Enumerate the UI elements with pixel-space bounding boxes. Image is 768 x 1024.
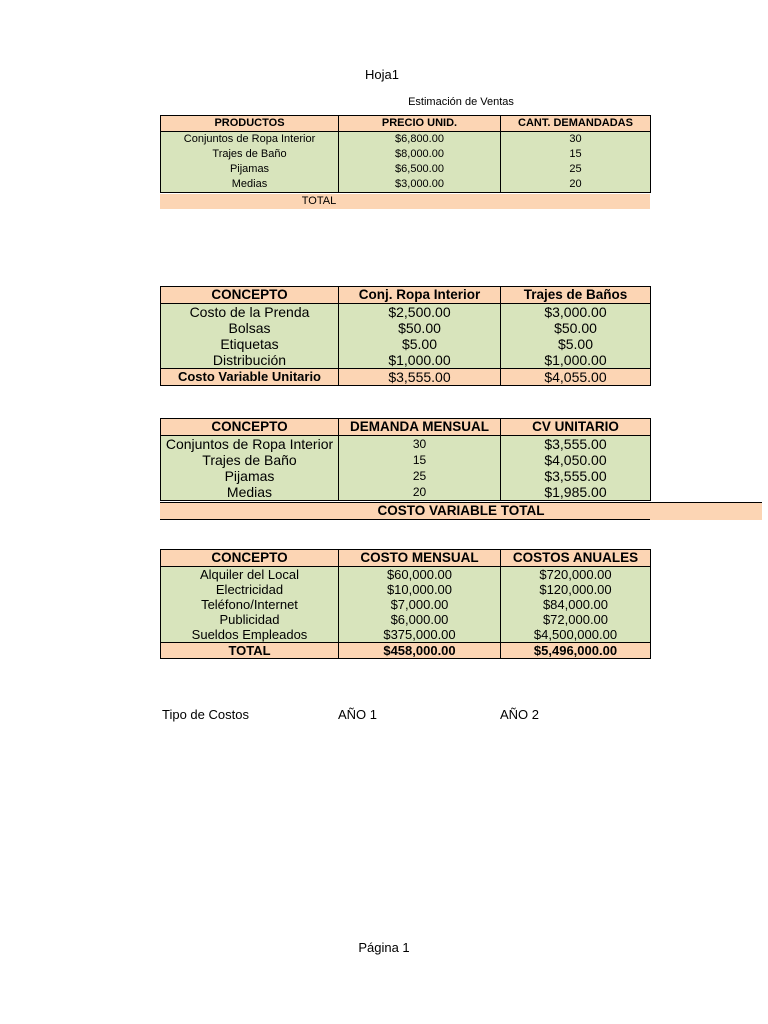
table-row [161,484,651,501]
cost-type-label: Tipo de Costos [162,707,249,722]
page-footer: Página 1 [358,940,410,955]
column-header: PRECIO UNID. [339,116,501,132]
sales-estimate-table [160,115,651,193]
table-cell: Trajes de Baño [161,452,339,468]
table-cell: $1,000.00 [339,352,501,369]
table-row [161,436,651,453]
table-cell: $1,000.00 [501,352,651,369]
total-label: Costo Variable Unitario [161,369,339,386]
table-header-row [161,287,651,304]
table-cell: Pijamas [161,162,339,177]
sales-total-label: TOTAL [301,195,337,207]
table-cell: $375,000.00 [339,627,501,643]
table-cell: Conjuntos de Ropa Interior [161,132,339,148]
table-cell: Bolsas [161,320,339,336]
sales-total-row [160,194,650,209]
monthly-demand-table [160,418,651,501]
column-header: Conj. Ropa Interior [339,287,501,304]
table-header-row [161,419,651,436]
table-cell: 20 [339,484,501,501]
table-cell: $50.00 [501,320,651,336]
column-header: CONCEPTO [161,287,339,304]
table-row [161,320,651,336]
table-cell: $120,000.00 [501,582,651,597]
column-header: CV UNITARIO [501,419,651,436]
unit-variable-cost-table [160,286,651,386]
table-cell: $5.00 [501,336,651,352]
table-cell: $10,000.00 [339,582,501,597]
table-cell: $2,500.00 [339,304,501,321]
table-cell: $5.00 [339,336,501,352]
table-cell: $4,050.00 [501,452,651,468]
table-cell: $3,555.00 [501,468,651,484]
table-cell: $6,000.00 [339,612,501,627]
table-row [161,336,651,352]
total-cell: $4,055.00 [501,369,651,386]
table-cell: $3,000.00 [339,177,501,193]
column-header: CONCEPTO [161,550,339,567]
table-cell: Medias [161,177,339,193]
table-row [161,567,651,583]
table-row [161,468,651,484]
table-cell: Alquiler del Local [161,567,339,583]
column-header: CANT. DEMANDADAS [501,116,651,132]
table-header-row [161,550,651,567]
table-cell: $3,555.00 [501,436,651,453]
table-cell: $3,000.00 [501,304,651,321]
table-cell: Distribución [161,352,339,369]
table-row [161,452,651,468]
table-row [161,304,651,321]
table-cell: $4,500,000.00 [501,627,651,643]
table-cell: 15 [339,452,501,468]
table-cell: $6,800.00 [339,132,501,148]
table-cell: $720,000.00 [501,567,651,583]
year-2-label: AÑO 2 [500,707,540,722]
total-cell: $3,555.00 [339,369,501,386]
column-header: CONCEPTO [161,419,339,436]
table-header-row [161,116,651,132]
table-row [161,627,651,643]
total-variable-cost-label: COSTO VARIABLE TOTAL [377,503,545,518]
total-label: TOTAL [161,643,339,659]
table-cell: Etiquetas [161,336,339,352]
table-row [161,597,651,612]
sales-estimate-title: Estimación de Ventas [408,96,514,108]
table-cell: $84,000.00 [501,597,651,612]
table-row [161,582,651,597]
table-cell: $1,985.00 [501,484,651,501]
year-1-label: AÑO 1 [338,707,378,722]
sheet-title: Hoja1 [365,67,399,82]
column-header: PRODUCTOS [161,116,339,132]
table-cell: Medias [161,484,339,501]
table-cell: 20 [501,177,651,193]
table-cell: Publicidad [161,612,339,627]
table-cell: Trajes de Baño [161,147,339,162]
table-row [161,162,651,177]
table-cell: $7,000.00 [339,597,501,612]
table-cell: Teléfono/Internet [161,597,339,612]
table-cell: $8,000.00 [339,147,501,162]
table-row [161,612,651,627]
table-row [161,352,651,369]
table-cell: $50.00 [339,320,501,336]
table-cell: Costo de la Prenda [161,304,339,321]
table-cell: $72,000.00 [501,612,651,627]
table-cell: 25 [339,468,501,484]
table-row [161,147,651,162]
table-row [161,177,651,193]
table-cell: 30 [339,436,501,453]
table-cell: $60,000.00 [339,567,501,583]
column-header: COSTO MENSUAL [339,550,501,567]
total-row [161,369,651,386]
total-cell: $458,000.00 [339,643,501,659]
fixed-costs-table [160,549,651,659]
column-header: COSTOS ANUALES [501,550,651,567]
divider [160,519,650,520]
table-cell: 30 [501,132,651,148]
column-header: Trajes de Baños [501,287,651,304]
table-cell: 25 [501,162,651,177]
total-cell: $5,496,000.00 [501,643,651,659]
total-row [161,643,651,659]
table-cell: Pijamas [161,468,339,484]
table-row [161,132,651,148]
table-cell: $6,500.00 [339,162,501,177]
table-cell: Electricidad [161,582,339,597]
column-header: DEMANDA MENSUAL [339,419,501,436]
table-cell: Sueldos Empleados [161,627,339,643]
table-cell: Conjuntos de Ropa Interior [161,436,339,453]
table-cell: 15 [501,147,651,162]
